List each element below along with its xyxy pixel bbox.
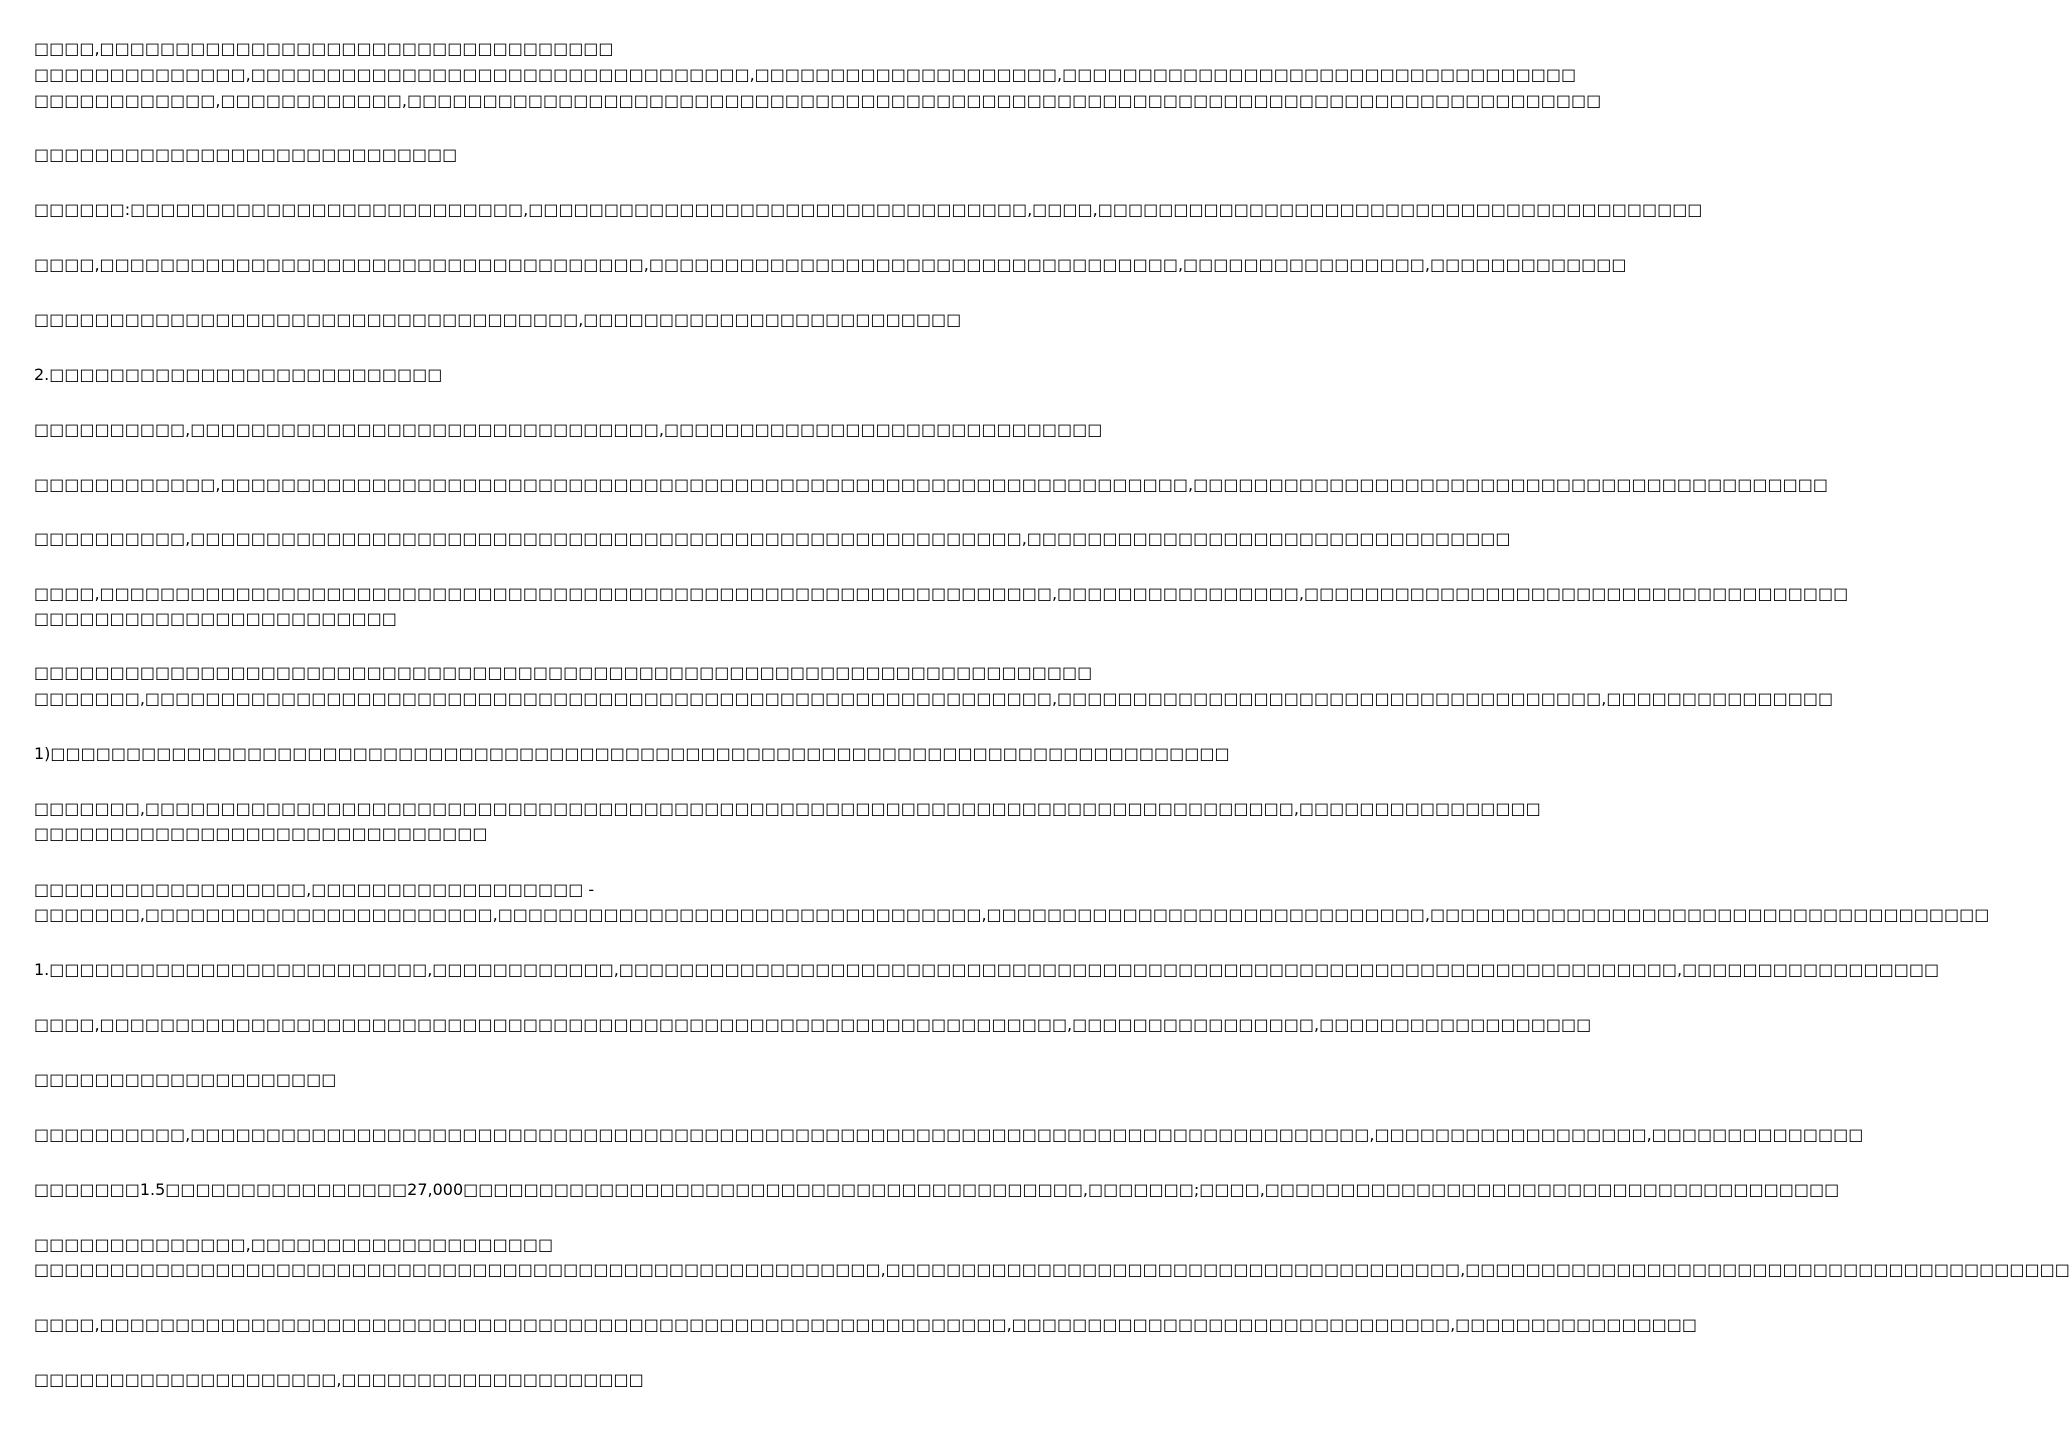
text-line: □□□□□□□□□□□□□□□□□□□□□□□□□□□□□□□□□□□□□□□□□□□□□□□□□□□□□□□□□□□□□□□□□□□□□□ — [34, 663, 1093, 682]
text-line: □□□□□□□□□□□□□□□□□□□□,□□□□□□□□□□□□□□□□□□□□ — [34, 1370, 644, 1389]
text-line: 2.□□□□□□□□□□□□□□□□□□□□□□□□□□ — [34, 365, 443, 384]
text-line: □□□□□□□□□□□□,□□□□□□□□□□□□□□□□□□□□□□□□□□□□□□□□□□□□□□□□□□□□□□□□□□□□□□□□□□□□□□□□,□□□□□□□□□□□□□□□□□□□□□□□□□□□□□□□□□□□□□□□□□□ — [34, 475, 1828, 494]
text-line: □□□□□□□□□□□□□□□□□□,□□□□□□□□□□□□□□□□□□ - — [34, 880, 595, 899]
text-line: □□□□□□□□□□□□□□□□□□□□□□□□□□□□ — [34, 145, 458, 164]
text-line: □□□□,□□□□□□□□□□□□□□□□□□□□□□□□□□□□□□□□□□□□,□□□□□□□□□□□□□□□□□□□□□□□□□□□□□□□□□□□,□□□□□□□□□□□□□□□□,□□□□□□□□□□□□□ — [34, 255, 1627, 274]
text-line: 1.□□□□□□□□□□□□□□□□□□□□□□□□□,□□□□□□□□□□□□,□□□□□□□□□□□□□□□□□□□□□□□□□□□□□□□□□□□□□□□□□□□□□□□□□□□□□□□□□□□□□□□□□□□□□□,□□□□□□□□□□□□□□□□□ — [34, 960, 1940, 979]
text-line: □□□□□□□,□□□□□□□□□□□□□□□□□□□□□□□□□□□□□□□□□□□□□□□□□□□□□□□□□□□□□□□□□□□□,□□□□□□□□□□□□□□□□□□□□□□□□□□□□□□□□□□□□,□□□□□□□□□□□□□□□ — [34, 689, 1834, 708]
text-line: □□□□□□□1.5□□□□□□□□□□□□□□□□27,000□□□□□□□□□□□□□□□□□□□□□□□□□□□□□□□□□□□□□□□□□,□□□□□□□;□□□□,□□□□□□□□□□□□□□□□□□□□□□□□□□□□□□□□□□□□□□ — [34, 1180, 1840, 1199]
text-line: □□□□□□□□□□□□□□□□□□□□□□□□□□□□□□ — [34, 824, 488, 843]
text-line: □□□□,□□□□□□□□□□□□□□□□□□□□□□□□□□□□□□□□□□ — [34, 39, 614, 58]
text-line: 1)□□□□□□□□□□□□□□□□□□□□□□□□□□□□□□□□□□□□□□□□□□□□□□□□□□□□□□□□□□□□□□□□□□□□□□□□□□□□□□ — [34, 744, 1230, 763]
text-line: □□□□□□□□□□□□□□□□□□□□□□□□□□□□□□□□□□□□,□□□□□□□□□□□□□□□□□□□□□□□□□ — [34, 310, 962, 329]
text-line: □□□□□□□,□□□□□□□□□□□□□□□□□□□□□□□□□□□□□□□□□□□□□□□□□□□□□□□□□□□□□□□□□□□□□□□□□□□□□□□□□□□□,□□□□□□□□□□□□□□□□ — [34, 799, 1541, 818]
text-line: □□□□□□□□□□□□,□□□□□□□□□□□□,□□□□□□□□□□□□□□□□□□□□□□□□□□□□□□□□□□□□□□□□□□□□□□□□□□□□□□□□□□□□□□□□□□□□□□□□□□□□□□□ — [34, 91, 1602, 110]
text-line: □□□□□□□□□□□□□□,□□□□□□□□□□□□□□□□□□□□□□□□□□□□□□□□□,□□□□□□□□□□□□□□□□□□□□,□□□□□□□□□□□□□□□□□□□□□□□□□□□□□□□□□□ — [34, 65, 1577, 84]
text-line: □□□□□□□□□□□□□□□□□□□□ — [34, 1070, 337, 1089]
text-line: □□□□□□□□□□□□□□□□□□□□□□□□ — [34, 609, 397, 628]
text-line: □□□□□□□□□□,□□□□□□□□□□□□□□□□□□□□□□□□□□□□□□□□□□□□□□□□□□□□□□□□□□□□□□□,□□□□□□□□□□□□□□□□□□□□□□□□□□□□□□□□ — [34, 529, 1511, 548]
text-line: □□□□,□□□□□□□□□□□□□□□□□□□□□□□□□□□□□□□□□□□□□□□□□□□□□□□□□□□□□□□□□□□□,□□□□□□□□□□□□□□□□□□□□□□□□□□□□□,□□□□□□□□□□□□□□□□ — [34, 1315, 1698, 1334]
text-line: □□□□□□□□□□□□□□□□□□□□□□□□□□□□□□□□□□□□□□□□□□□□□□□□□□□□□□□□,□□□□□□□□□□□□□□□□□□□□□□□□□□□□□□□□□□□□□□,□□□□□□□□□□□□□□□□□□□□□□□□□□□□□□□□□□□□□□□□ — [34, 1260, 2070, 1279]
text-line: □□□□□□:□□□□□□□□□□□□□□□□□□□□□□□□□□,□□□□□□□□□□□□□□□□□□□□□□□□□□□□□□□□□,□□□□,□□□□□□□□□□□□□□□□□□□□□□□□□□□□□□□□□□□□□□□□ — [34, 200, 1703, 219]
text-line: □□□□□□□□□□,□□□□□□□□□□□□□□□□□□□□□□□□□□□□□□□□□□□□□□□□□□□□□□□□□□□□□□□□□□□□□□□□□□□□□□□□□□□□□□,□□□□□□□□□□□□□□□□□□,□□□□□□□□□□□□□□ — [34, 1125, 1864, 1144]
text-line: □□□□,□□□□□□□□□□□□□□□□□□□□□□□□□□□□□□□□□□□□□□□□□□□□□□□□□□□□□□□□□□□□□□□,□□□□□□□□□□□□□□□□,□□□□□□□□□□□□□□□□□□□□□□□□□□□□□□□□□□□□ — [34, 584, 1849, 603]
text-line: □□□□□□□,□□□□□□□□□□□□□□□□□□□□□□□,□□□□□□□□□□□□□□□□□□□□□□□□□□□□□□□□,□□□□□□□□□□□□□□□□□□□□□□□□□□□□□,□□□□□□□□□□□□□□□□□□□□□□□□□□□□□□□□□□□□□ — [34, 905, 1990, 924]
text-line: □□□□□□□□□□,□□□□□□□□□□□□□□□□□□□□□□□□□□□□□□□,□□□□□□□□□□□□□□□□□□□□□□□□□□□□□ — [34, 420, 1103, 439]
text-line: □□□□,□□□□□□□□□□□□□□□□□□□□□□□□□□□□□□□□□□□□□□□□□□□□□□□□□□□□□□□□□□□□□□□□,□□□□□□□□□□□□□□□□,□□□□□□□□□□□□□□□□□□ — [34, 1015, 1592, 1034]
text-line: □□□□□□□□□□□□□□,□□□□□□□□□□□□□□□□□□□□ — [34, 1235, 554, 1254]
